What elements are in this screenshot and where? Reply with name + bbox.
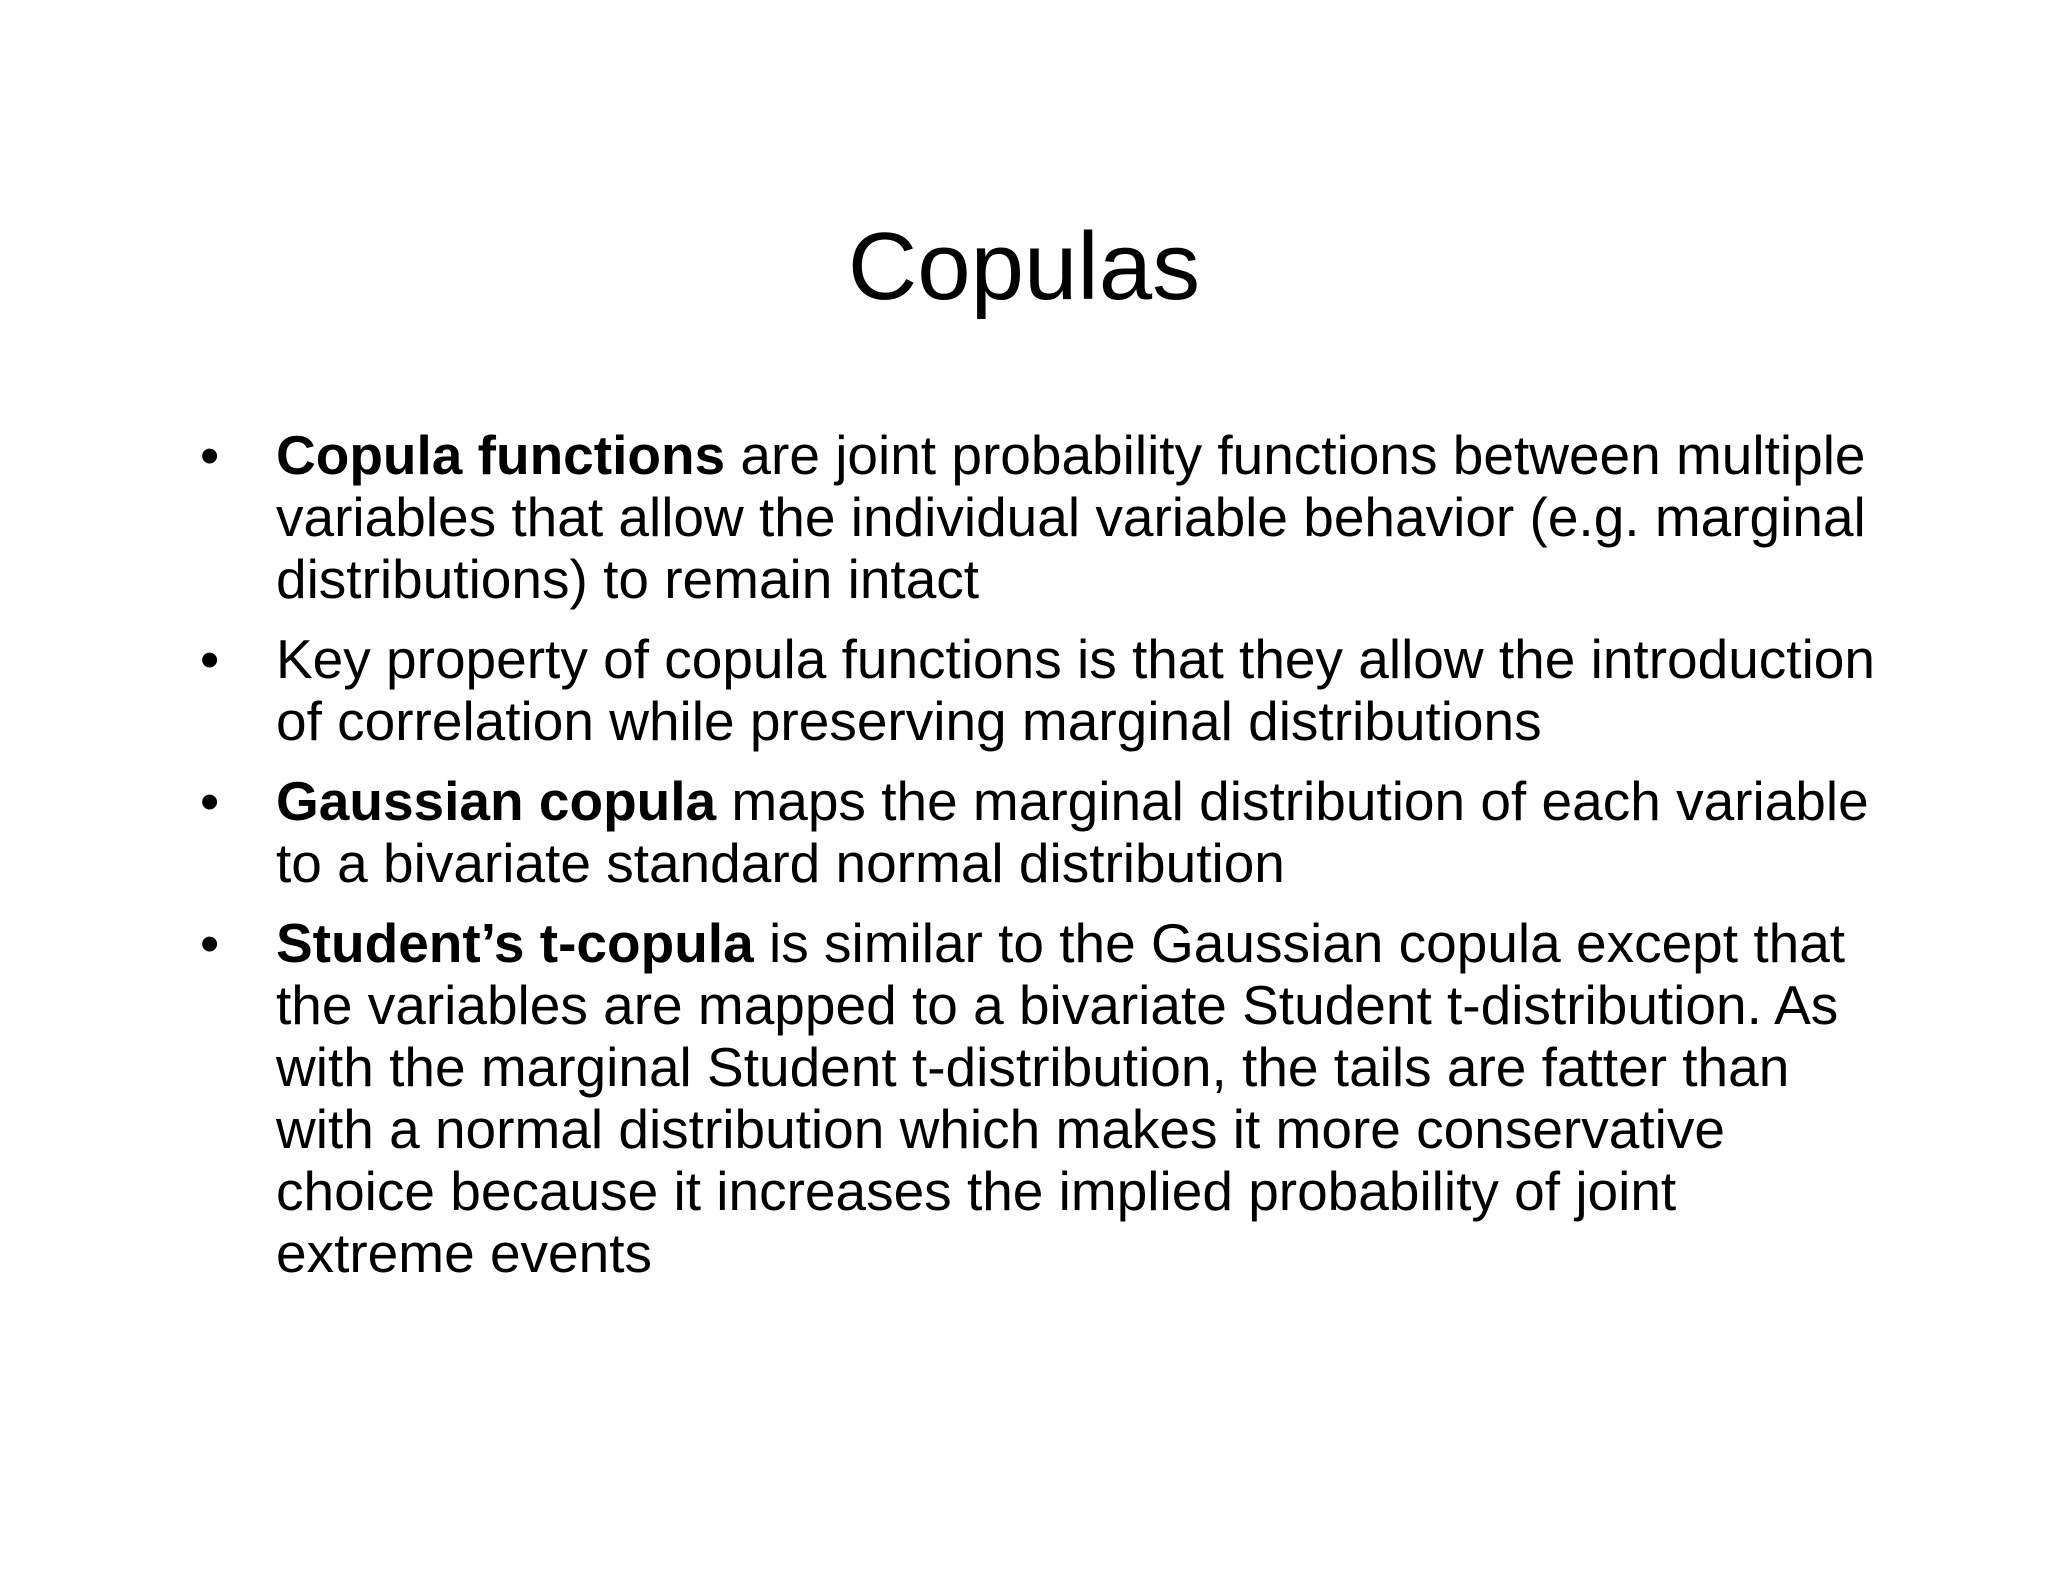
bullet-dot-icon: • bbox=[200, 424, 220, 486]
bullet-text: are joint probability functions between multiple variables that allow the individual variable behavior (e.g. marginal distributions) to remain intact bbox=[276, 424, 1866, 610]
bullet-dot-icon: • bbox=[200, 628, 220, 690]
bullet-bold-term: Copula functions bbox=[276, 424, 726, 486]
bullet-text: maps the marginal distribution of each variable to a bivariate standard normal distribution bbox=[276, 770, 1869, 894]
bullet-item-students-t-copula bbox=[0, 912, 1876, 1284]
bullet-list bbox=[0, 424, 2048, 1302]
bullet-text: Key property of copula functions is that they allow the introduction of correlation while preserving marginal distributions bbox=[276, 628, 1875, 752]
bullet-bold-term: Student’s t-copula bbox=[276, 912, 754, 974]
bullet-dot-icon: • bbox=[200, 912, 220, 974]
bullet-item-key-property bbox=[0, 628, 1876, 752]
bullet-dot-icon: • bbox=[200, 770, 220, 832]
bullet-text: is similar to the Gaussian copula except that the variables are mapped to a bivariate Student t-distribution. As with the marginal Student t-distribution, the tails are fatter than with a normal distribution which makes it more conservative choice because it increases the implied probability of joint extreme events bbox=[276, 912, 1846, 1284]
slide-title: Copulas bbox=[847, 213, 1201, 320]
bullet-item-copula-functions bbox=[0, 424, 1876, 610]
bullet-item-gaussian-copula bbox=[0, 770, 1876, 894]
bullet-bold-term: Gaussian copula bbox=[276, 770, 717, 832]
